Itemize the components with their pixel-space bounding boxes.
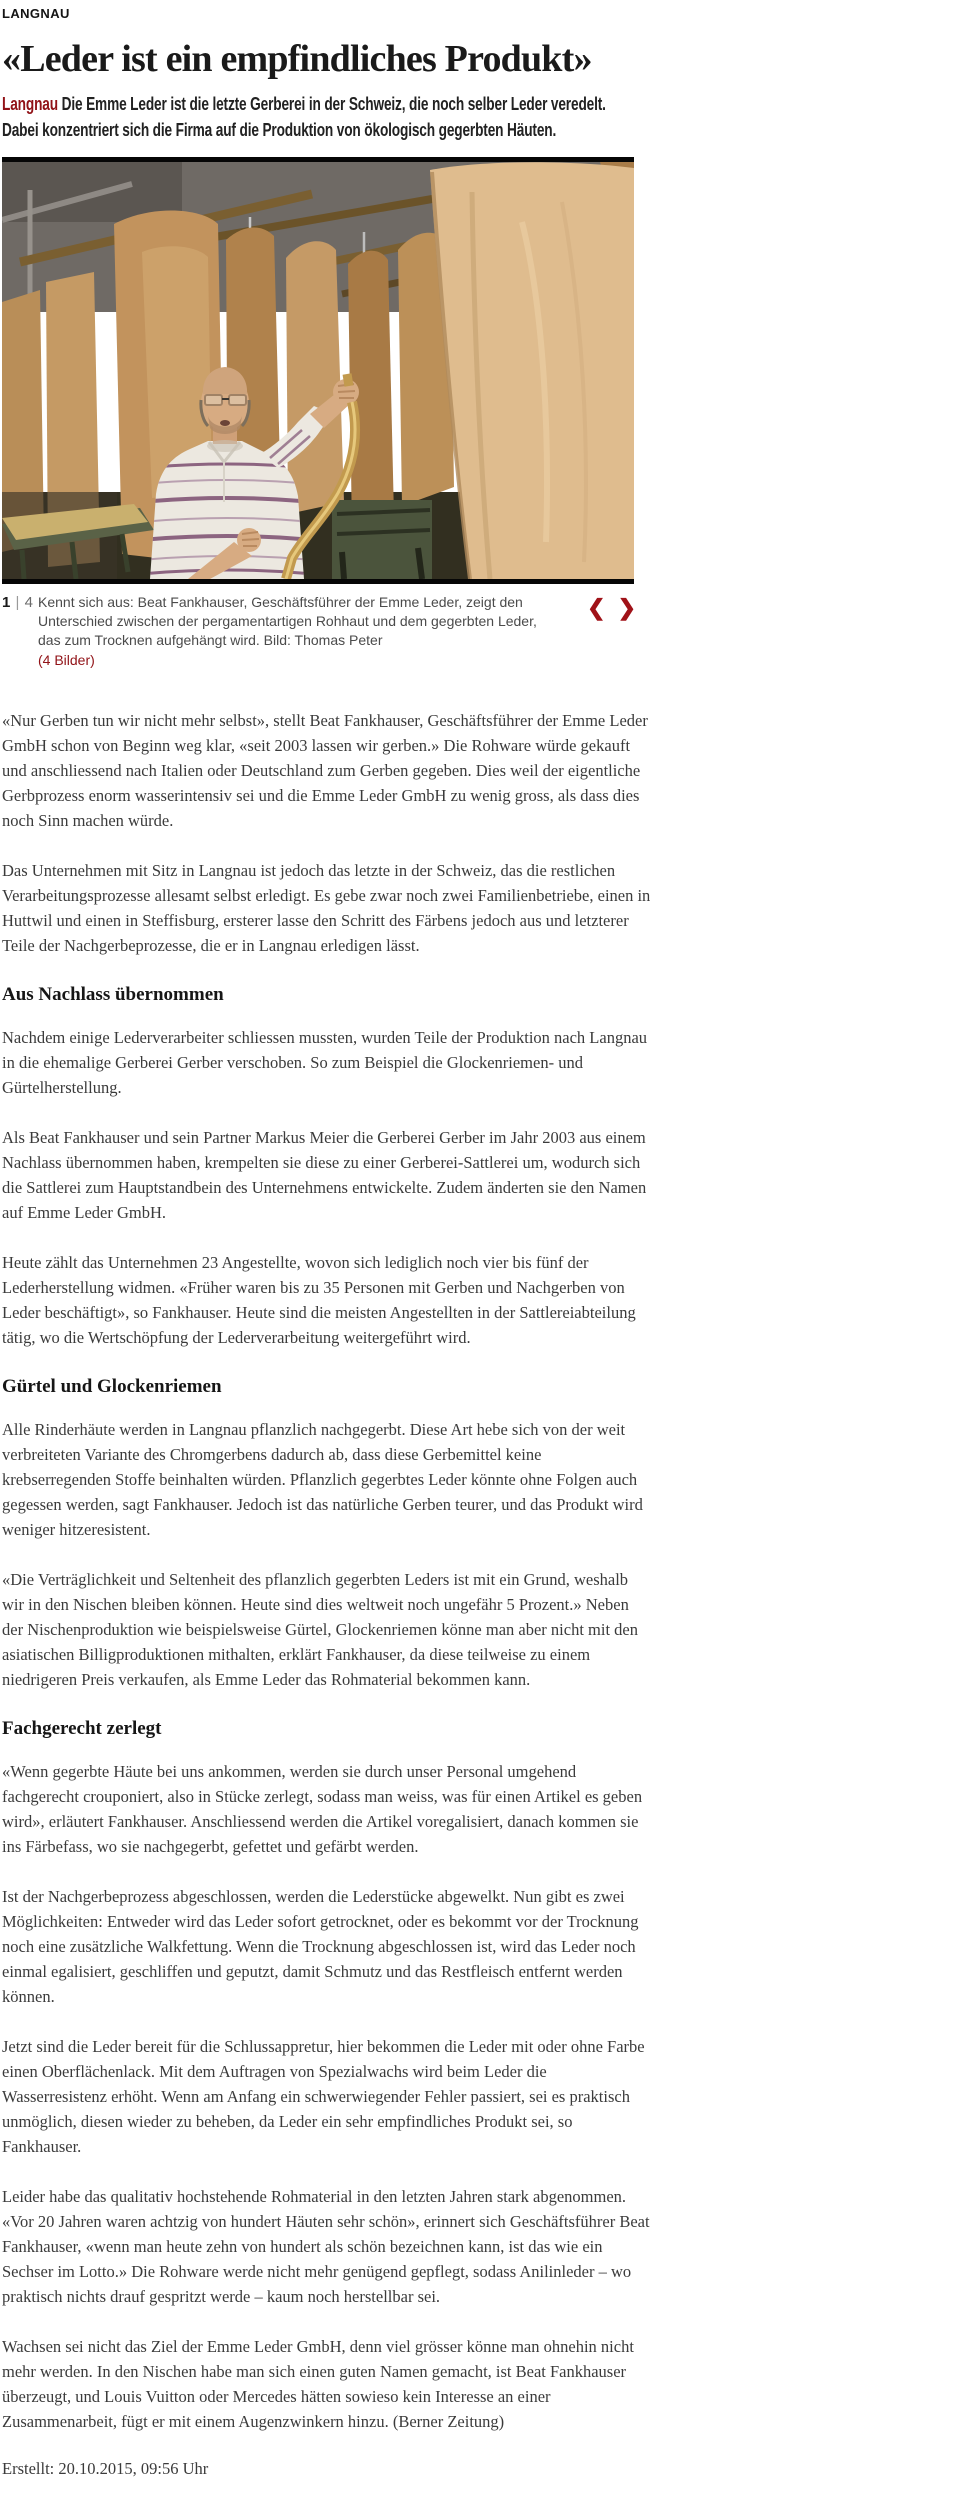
gallery-navigation xyxy=(587,593,654,619)
article-paragraph: Nachdem einige Lederverarbeiter schliessen mussten, wurden Teile der Produktion nach Langnau in die ehemalige Gerberei Gerber verschoben. So zum Beispiel die Glockenriemen- und Gürtelherstellung. xyxy=(2,1028,648,1097)
article-paragraph: «Wenn gegerbte Häute bei uns ankommen, werden sie durch unser Personal umgehend fachgerecht crouponiert, also in Stücke zerlegt, sodass man weiss, was für einen Artikel es geben wird», erläutert Fankhauser. Anschliessend werden die Artikel voregalisiert, danach kommen sie ins Färbefass, wo sie nachgegerbt, gefettet und gefärbt werden. xyxy=(2,1762,643,1856)
article-paragraph: Jetzt sind die Leder bereit für die Schlussappretur, hier bekommen die Leder mit oder ohne Farbe einen Oberflächenlack. Mit dem Auftragen von Spezialwachs wird beim Leder die Wasserresistenz erhöht. Wenn am Anfang ein schwerwiegender Fehler passiert, sei es praktisch unmöglich, diesen wieder zu beheben, da Leder ein sehr empfindliches Produkt sei, so Fankhauser. xyxy=(2,2037,645,2156)
lead-line-1 xyxy=(2,91,974,117)
article-paragraph: Alle Rinderhäute werden in Langnau pflanzlich nachgegerbt. Diese Art hebe sich von der weit verbreiteten Variante des Chromgerbens dadurch ab, dass diese Gerbemittel keine krebserregenden Stoffe beinhalten würden. Pflanzlich gegerbtes Leder könnte ohne Folgen auch gegessen werden, sagt Fankhauser. Jedoch ist das natürliche Gerben teurer, und das Produkt wird weniger hitzeresistent. xyxy=(2,1420,643,1539)
article-paragraph: «Nur Gerben tun wir nicht mehr selbst», stellt Beat Fankhauser, Geschäftsführer der Emme Leder GmbH schon von Beginn weg klar, «seit 2003 lassen wir gerben.» Die Rohware würde gekauft und anschliessend nach Italien oder Deutschland zum Gerben gegeben. Dies weil der eigentliche Gerbprozess enorm wasserintensiv sei und die Emme Leder GmbH zu wenig gross, als dass dies noch Sinn machen würde. xyxy=(2,711,648,830)
article-photo[interactable] xyxy=(2,157,634,584)
lead-text-1: Die Emme Leder ist die letzte Gerberei in der Schweiz, die noch selber Leder veredelt. xyxy=(61,94,606,114)
article-paragraph: Wachsen sei nicht das Ziel der Emme Leder GmbH, denn viel grösser könne man ohnehin nicht mehr werden. In den Nischen habe man sich einen guten Namen gemacht, ist Beat Fankhauser überzeugt, und Louis Vuitton oder Mercedes hätten sowieso kein Interesse an einer Zusammenarbeit, fügt er mit einem Augenzwinkern hinzu. (Berner Zeitung) xyxy=(2,2337,634,2431)
lead-paragraph xyxy=(2,91,974,143)
article-paragraph: Heute zählt das Unternehmen 23 Angestellte, wovon sich lediglich noch vier bis fünf der Lederherstellung widmen. «Früher waren bis zu 35 Personen mit Gerben und Nachgerben von Leder beschäftigt», so Fankhauser. Heute sind die meisten Angestellten in der Sattlereiabteilung tätig, wo die Wertschöpfung der Lederverarbeitung weitergeführt wird. xyxy=(2,1253,636,1347)
lead-text-2: Dabei konzentriert sich die Firma auf die Produktion von ökologisch gegerbten Häuten. xyxy=(2,120,557,140)
article-body xyxy=(2,708,654,2434)
gallery-counter xyxy=(2,593,38,611)
gallery-index: 1 xyxy=(2,594,11,611)
section-kicker: LANGNAU xyxy=(2,6,70,21)
chevron-right-icon[interactable]: ❯ xyxy=(617,595,636,620)
lead-location: Langnau xyxy=(2,94,58,114)
article-heading: Fachgerecht zerlegt xyxy=(2,1718,162,1739)
page-title: «Leder ist ein empfindliches Produkt» xyxy=(2,38,592,80)
article-paragraph: Leider habe das qualitativ hochstehende Rohmaterial in den letzten Jahren stark abgenommen. «Vor 20 Jahren waren achtzig von hundert Häuten sehr schön», erinnert sich Geschäftsführer Beat Fankhauser, «wenn man heute zehn von hundert als schön bezeichnen kann, ist das wie ein Sechser im Lotto.» Die Rohware werde nicht mehr genügend gepflegt, sodass Anilinleder – wo praktisch nichts drauf gespritzt werde – kaum noch herstellbar sei. xyxy=(2,2187,650,2306)
created-timestamp: Erstellt: 20.10.2015, 09:56 Uhr xyxy=(2,2459,209,2478)
article-heading: Aus Nachlass übernommen xyxy=(2,984,224,1005)
photo-caption-text: Kennt sich aus: Beat Fankhauser, Geschäftsführer der Emme Leder, zeigt den Unterschied zwischen der pergamentartigen Rohhaut und dem gegerbten Leder, das zum Trocknen aufgehängt wird. Bild: Thomas Peter xyxy=(38,594,537,648)
gallery-total: 4 xyxy=(24,594,33,611)
photo-caption-row xyxy=(2,593,654,670)
article-paragraph: Als Beat Fankhauser und sein Partner Markus Meier die Gerberei Gerber im Jahr 2003 aus einem Nachlass übernommen haben, krempelten sie diese zu einer Gerberei-Sattlerei um, wodurch sich die Sattlerei zum Hauptstandbein des Unternehmens entwickelte. Zudem änderten sie den Namen auf Emme Leder GmbH. xyxy=(2,1128,647,1222)
article-paragraph: Ist der Nachgerbeprozess abgeschlossen, werden die Lederstücke abgewelkt. Nun gibt es zwei Möglichkeiten: Entweder wird das Leder sofort getrocknet, oder es bekommt vor der Trocknung noch eine zusätzliche Walkfettung. Wenn die Trocknung abgeschlossen ist, wird das Leder noch einmal egalisiert, geschliffen und geputzt, damit Schmutz und das Restfleisch entfernt werden können. xyxy=(2,1887,639,2006)
chevron-left-icon[interactable]: ❮ xyxy=(587,595,606,620)
gallery-separator: | xyxy=(15,594,20,611)
photo-caption xyxy=(38,593,550,670)
gallery-more-link[interactable]: (4 Bilder) xyxy=(38,652,95,668)
article-heading: Gürtel und Glockenriemen xyxy=(2,1376,222,1397)
article-paragraph: «Die Verträglichkeit und Seltenheit des pflanzlich gegerbten Leders ist mit ein Grund, weshalb wir in den Nischen bleiben können. Heute sind dies weltweit noch ungefähr 5 Prozent.» Neben der Nischenproduktion wie beispielsweise Gürtel, Glockenriemen könne man aber nicht mit den asiatischen Billigproduktionen mithalten, erklärt Fankhauser, da diese teilweise zu einem niedrigeren Preis verkaufen, als Emme Leder das Rohmaterial bekommen kann. xyxy=(2,1570,638,1689)
article-paragraph: Das Unternehmen mit Sitz in Langnau ist jedoch das letzte in der Schweiz, das die restlichen Verarbeitungsprozesse allesamt selbst erledigt. Es gebe zwar noch zwei Familienbetriebe, einen in Huttwil und einen in Steffisburg, ersterer lasse den Schritt des Färbens jedoch aus und letzterer Teile der Nachgerbeprozesse, die er in Langnau erledigen lässt. xyxy=(2,861,651,955)
tannery-photo-illustration xyxy=(2,162,634,579)
